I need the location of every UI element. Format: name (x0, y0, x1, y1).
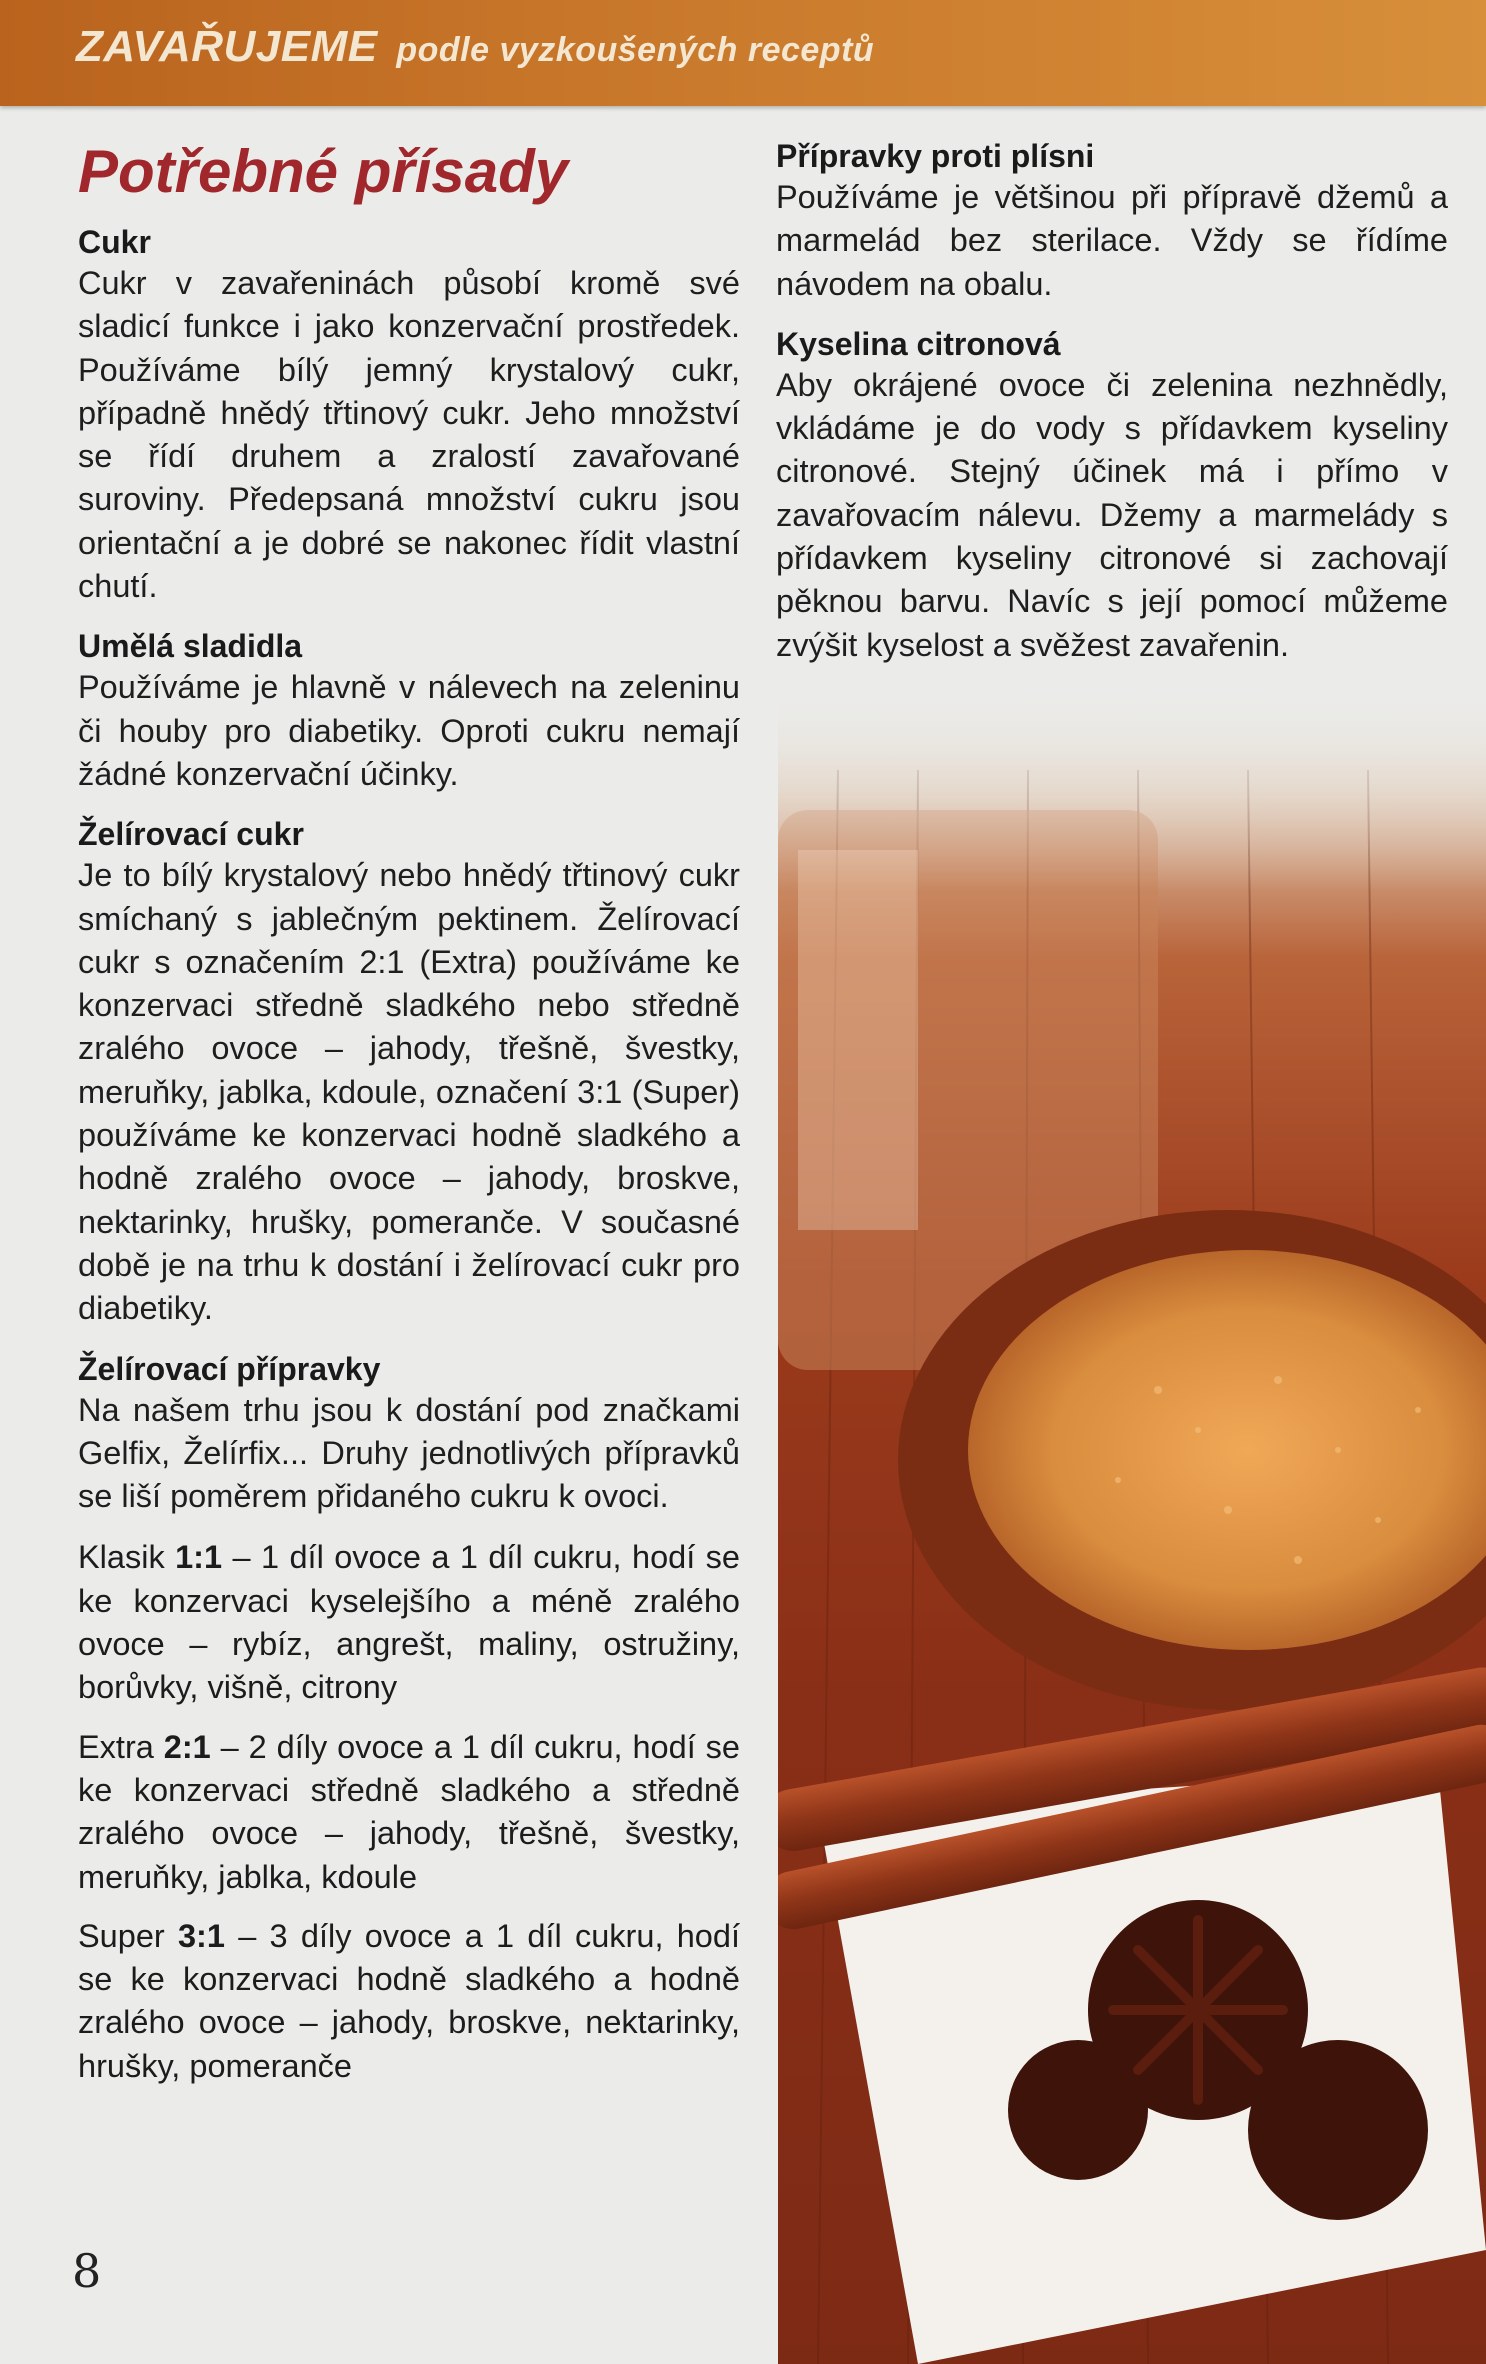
section-text-sladidla: Používáme je hlavně v nálevech na zeleninu či houby pro diabetiky. Oproti cukru nemají žádné konzervační účinky. (78, 669, 740, 792)
section-text-zelirovaci-pripravky: Na našem trhu jsou k dostání pod značkami Gelfix, Želírfix... Druhy jednotlivých přípravků se liší poměrem přidaného cukru k ovoci. (78, 1391, 740, 1515)
section-text-zelirovaci-cukr: Je to bílý krystalový nebo hnědý třtinový cukr smíchaný s jablečným pektinem. Želírovací cukr s označením 2:1 (Extra) používáme ke konzervaci středně sladkého nebo středně zralého ovoce – jahody, třešně, švestky, meruňky, jablka, kdoule, označení 3:1 (Super) používáme ke konzervaci hodně sladkého a hodně zralého ovoce – jahody, broskve, nektarinky, hrušky, pomeranče. V současné době je na trhu k dostání i želírovací cukr pro diabetiky. (78, 857, 740, 1327)
page-number: 8 (72, 2244, 102, 2298)
section-title-zelirovaci-cukr: Želírovací cukr (78, 816, 304, 853)
ratio-text: – 2 díly ovoce a 1 díl cukru, hodí se ke konzervaci středně sladkého a středně zralého ovoce – jahody, třešně, švestky, meruňky, jablka, kdoule (78, 1728, 740, 1895)
ratio-item-extra (78, 1726, 740, 1899)
header-subtitle: podle vyzkoušených receptů (396, 31, 875, 69)
ratio-prefix: Super (78, 1917, 178, 1954)
photo-brown-sugar-and-spices (778, 690, 1486, 2364)
section-title-plisne: Přípravky proti plísni (776, 138, 1095, 174)
header-band (0, 0, 1486, 106)
ratio-text: – 3 díly ovoce a 1 díl cukru, hodí se ke konzervaci hodně sladkého a hodně zralého ovoce – jahody, broskve, nektarinky, hrušky, pomeranče (78, 1917, 740, 2084)
section-title-kyselina: Kyselina citronová (776, 325, 1061, 362)
ratio-value: 3:1 (177, 1917, 225, 1954)
ratio-prefix: Klasik (78, 1539, 176, 1576)
ratio-value: 1:1 (175, 1539, 223, 1576)
section-title-cukr: Cukr (78, 224, 151, 260)
right-column (776, 136, 1448, 685)
ratio-item-super (78, 1915, 740, 2088)
ratio-item-klasik (78, 1536, 740, 1709)
section-text-plisne: Používáme je většinou při přípravě džemů a marmelád bez sterilace. Vždy se řídíme návodem na obalu. (776, 179, 1448, 302)
header-main-title: ZAVAŘUJEME (76, 22, 378, 71)
ratio-text: – 1 díl ovoce a 1 díl cukru, hodí se ke konzervaci kyselejšího a méně zralého ovoce – rybíz, angrešt, maliny, ostružiny, borůvky, višně, citrony (78, 1539, 740, 1706)
section-text-cukr: Cukr v zavařeninách působí kromě své sladicí funkce i jako konzervační prostředek. Používáme bílý jemný krystalový cukr, případně hnědý třtinový cukr. Jeho množství se řídí druhem a zralostí zavařované suroviny. Předepsaná množství cukru jsou orientační a je dobré se nakonec řídit vlastní chutí. (78, 265, 740, 605)
section-title-sladidla: Umělá sladidla (78, 628, 303, 665)
ratio-value: 2:1 (163, 1728, 211, 1765)
left-column (78, 136, 740, 2104)
page-title: Potřebné přísady (78, 138, 569, 205)
section-title-zelirovaci-pripravky: Želírovací přípravky (78, 1350, 381, 1387)
ratio-prefix: Extra (78, 1728, 164, 1765)
photo-illustration (778, 690, 1486, 2364)
section-text-kyselina: Aby okrájené ovoce či zelenina nezhnědly, vkládáme je do vody s přídavkem kyseliny citronové. Stejný účinek má i přímo v zavařovacím nálevu. Džemy a marmelády s přídavkem kyseliny citronové si zachovají pěknou barvu. Navíc s její pomocí můžeme zvýšit kyselost a svěžest zavařenin. (776, 366, 1448, 663)
header-title (76, 22, 874, 72)
